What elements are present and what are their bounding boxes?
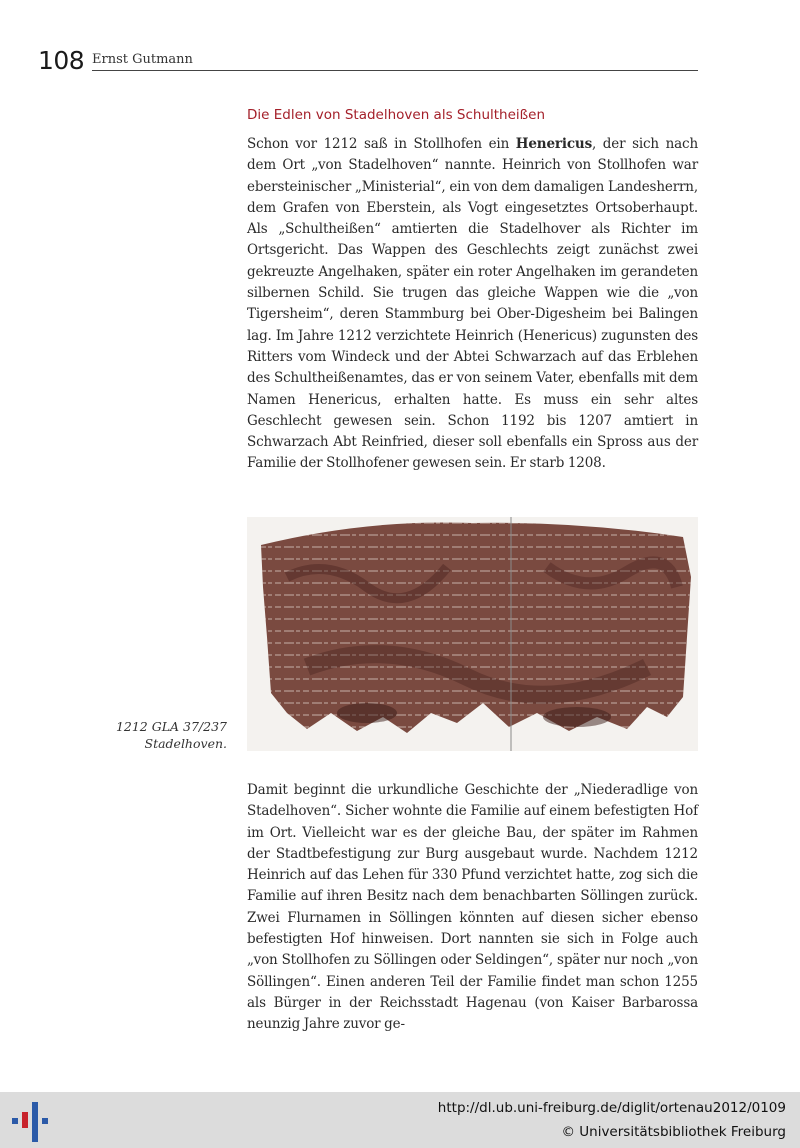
figure-caption bbox=[60, 718, 227, 752]
university-library-logo-icon bbox=[10, 1100, 50, 1144]
document-photo bbox=[247, 517, 698, 751]
paragraph-1 bbox=[247, 134, 698, 475]
footer-url-link[interactable]: http://dl.ub.uni-freiburg.de/diglit/ortenau2012/0109 bbox=[437, 1100, 786, 1116]
paragraph-1-text-b: , der sich nach dem Ort „von Stadelhoven“ nannte. Heinrich von Stollhofen war ebersteinischer „Ministerial“, ein von dem damaligen Landesherrn, dem Grafen von Eberstein, als Vogt eingesetztes Ortsoberhaupt. Als „Schultheißen“ amtierten die Stadelhover als Richter im Ortsgericht. Das Wappen des Geschlechts zeigt zunächst zwei gekreuzte Angelhaken, später ein roter Angelhaken im gerandeten silbernen Schild. Sie trugen das gleiche Wappen wie die „von Tigersheim“, deren Stammburg bei Ober-Digesheim bei Balingen lag. Im Jahre 1212 verzichtete Heinrich (Henericus) zugunsten des Ritters vom Windeck und der Abtei Schwarzach auf das Erblehen des Schultheißenamtes, das er von seinem Vater, ebenfalls mit dem Namen Henericus, erhalten hatte. Es muss ein sehr altes Geschlecht gewesen sein. Schon 1192 bis 1207 amtiert in Schwarzach Abt Reinfried, dieser soll ebenfalls ein Spross aus der Familie der Stollhofener gewesen sein. Er starb 1208. bbox=[247, 136, 698, 472]
section-title: Die Edlen von Stadelhoven als Schultheißen bbox=[247, 107, 546, 123]
footer-copyright: © Universitätsbibliothek Freiburg bbox=[561, 1124, 786, 1140]
caption-line-2: Stadelhoven. bbox=[144, 736, 227, 751]
paragraph-2: Damit beginnt die urkundliche Geschichte der „Niederadlige von Stadelhoven“. Sicher wohnte die Familie auf einem befestigten Hof im Ort. Vielleicht war es der gleiche Bau, der später im Rahmen der Stadtbefestigung zur Burg ausgebaut wurde. Nachdem 1212 Heinrich auf das Lehen für 330 Pfund verzichtet hatte, zog sich die Familie auf ihren Besitz nach dem benachbarten Söllingen zurück. Zwei Flurnamen in Söllingen könnten auf diesen sicher ebenso befestigten Hof hinweisen. Dort nannten sie sich in Folge auch „von Stollhofen zu Söllingen oder Seldingen“, später nur noch „von Söllingen“. Einen anderen Teil der Familie findet man schon 1255 als Bürger in der Reichsstadt Hagenau (von Kaiser Barbarossa neunzig Jahre zuvor ge- bbox=[247, 782, 698, 1033]
caption-line-1: 1212 GLA 37/237 bbox=[115, 719, 227, 734]
name-henericus: Henericus bbox=[515, 136, 593, 152]
running-header-author: Ernst Gutmann bbox=[92, 52, 193, 67]
header-rule bbox=[92, 70, 698, 71]
page-number: 108 bbox=[38, 46, 85, 75]
paragraph-1-text-a: Schon vor 1212 saß in Stollhofen ein bbox=[247, 136, 516, 152]
